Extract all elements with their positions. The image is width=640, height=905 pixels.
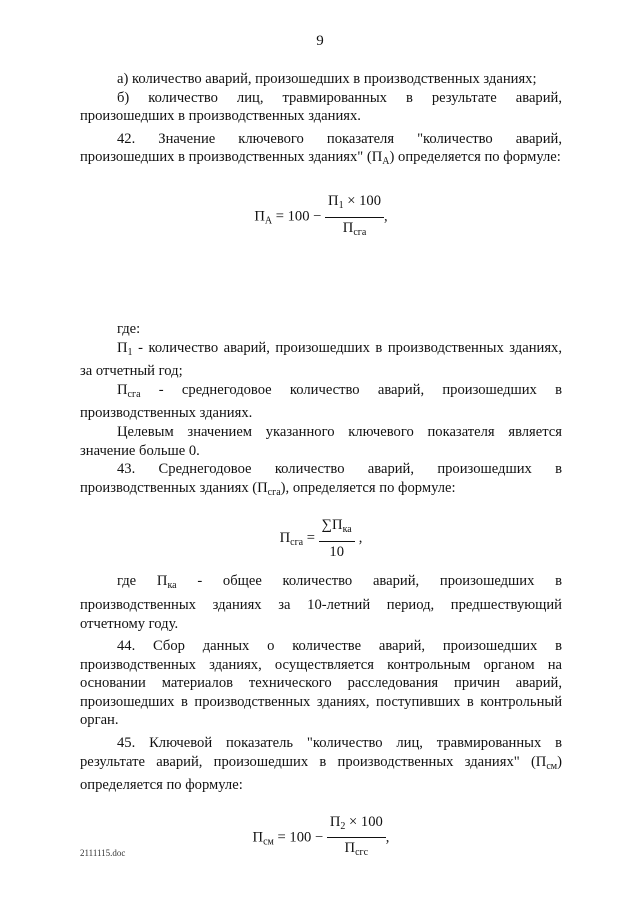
formula-pa-eq: = 100 −: [272, 208, 326, 225]
where-label: где:: [117, 320, 141, 337]
page-number: 9: [316, 33, 324, 49]
definition-p1: $П_1$ - количество аварий, произошедших в производственных зданиях, за отчетный год;: [80, 339, 562, 380]
formula-psm-fraction: [327, 813, 386, 863]
paragraph-42-tail: ) определяется по формуле:: [389, 149, 561, 166]
formula-psga-numerator: $\sum П_{ка}$: [319, 516, 355, 542]
formula-psm: $П_{см} = 100$ − $\frac{П_2 \times 100}{П_{сгс}}$ ,: [80, 811, 562, 871]
formula-psga-denominator: 10: [329, 543, 344, 560]
definition-pka: где $П_{ка}$ - общее количество аварий, произошедших в производственных зданиях за 10-летний период, предшествующий отчетному году.: [80, 573, 562, 632]
paragraph-43: 43. Среднегодовое количество аварий, произошедших в производственных зданиях $(П_{сга})$, определяется по формуле:: [80, 461, 562, 498]
definition-psga: $П_{сга}$ - среднегодовое количество аварий, произошедших в производственных зданиях.: [80, 381, 562, 422]
formula-pa-lhs-sub: А: [264, 215, 273, 227]
formula-pa-lhs: П: [254, 208, 265, 225]
footer-filename: 2111115.doc: [80, 848, 126, 858]
formula-pa-fraction: [325, 192, 384, 242]
target-value-text: Целевым значением указанного ключевого показателя является значение больше 0.: [80, 423, 562, 459]
formula-psga-fraction: [319, 516, 355, 561]
formula-psm-numerator: $П_2 \times 100$: [327, 813, 386, 839]
list-item-a: а) количество аварий, произошедших в производственных зданиях;: [117, 71, 537, 87]
formula-psga: $П_{сга}$ = $\frac{\sum П_{ка}}{10}$ ,: [279, 517, 363, 560]
page-content: [80, 70, 562, 883]
paragraph-42-sub: А: [382, 156, 390, 168]
formula-psm-lhs: П: [252, 829, 264, 846]
formula-pa-denominator: $П_{сга}$: [342, 219, 367, 238]
formula-psm-denominator: $П_{сгс}$: [344, 840, 369, 859]
paragraph-45: 45. Ключевой показатель "количество лиц, травмированных в результате аварий, произошедших в производственных зданиях" $(П_{см})$ определяется по формуле:: [80, 735, 562, 794]
list-item-b: б) количество лиц, травмированных в результате аварий, произошедших в производственных зданиях.: [80, 89, 562, 125]
formula-psga-lhs: П: [279, 530, 291, 547]
formula-pa: [80, 186, 562, 246]
formula-pa-tail: ,: [384, 208, 388, 225]
paragraph-44: 44. Сбор данных о количестве аварий, произошедших в производственных зданиях, осуществляется контрольным органом на основании материалов технического расследования причин аварий, произошедших в производственных зданиях, поступивших в контрольный орган.: [80, 638, 562, 729]
paragraph-42-text: 42. Значение ключевого показателя "количество аварий, произошедших в производственных зданиях" (П: [80, 130, 562, 166]
formula-pa-numerator: $П_1 \times 100$: [325, 192, 384, 218]
paragraph-42: [80, 130, 562, 172]
